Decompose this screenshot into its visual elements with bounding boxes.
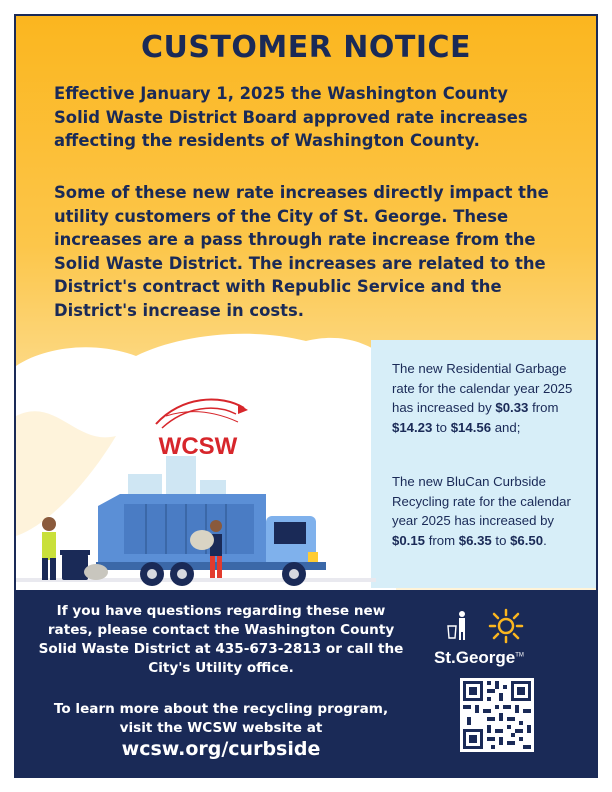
recycling-increase: $0.15 bbox=[392, 532, 426, 548]
effective-paragraph: Effective January 1, 2025 the Washington County Solid Waste District Board approved rate increases affecting the residents of Washington County. bbox=[54, 84, 528, 150]
poster-body bbox=[16, 16, 596, 776]
page-title: CUSTOMER NOTICE bbox=[140, 30, 472, 65]
website-url[interactable]: wcsw.org/curbside bbox=[121, 738, 321, 760]
sun-icon bbox=[490, 610, 522, 642]
st-george-logo-icons bbox=[444, 608, 564, 648]
svg-text:WCSW: WCSW bbox=[158, 433, 238, 460]
city-logo-text: St.George™ bbox=[434, 648, 524, 667]
qr-code[interactable] bbox=[460, 678, 534, 752]
recycling-new-rate: $6.50 bbox=[510, 532, 544, 548]
impact-paragraph: Some of these new rate increases directly impact the utility customers of the City of St. George. These increases are a pass through rate increase from the Solid Waste District. The increases are related to the District's contract with Republic Service and the District's increase in costs. bbox=[54, 183, 549, 320]
garbage-rate-text: The new Residential Garbage rate for the calendar year 2025 has increased by $0.33 from $14.23 to $14.56 and; bbox=[392, 361, 573, 435]
recycling-old-rate: $6.35 bbox=[458, 532, 492, 548]
trash-person-icon bbox=[448, 611, 465, 640]
learn-more-text: To learn more about the recycling program, visit the WCSW website at bbox=[53, 701, 389, 736]
truck-illustration bbox=[16, 356, 376, 588]
wcsw-logo bbox=[156, 400, 248, 460]
garbage-increase: $0.33 bbox=[495, 400, 529, 416]
garbage-old-rate: $14.23 bbox=[392, 419, 433, 435]
recycling-rate-text: The new BluCan Curbside Recycling rate for the calendar year 2025 has increased by $0.15 from $6.35 to $6.50. bbox=[392, 474, 571, 548]
garbage-new-rate: $14.56 bbox=[450, 419, 492, 435]
contact-text: If you have questions regarding these new rates, please contact the Washington County Solid Waste District at 435-673-2813 or call the City's Utility office. bbox=[38, 603, 404, 676]
